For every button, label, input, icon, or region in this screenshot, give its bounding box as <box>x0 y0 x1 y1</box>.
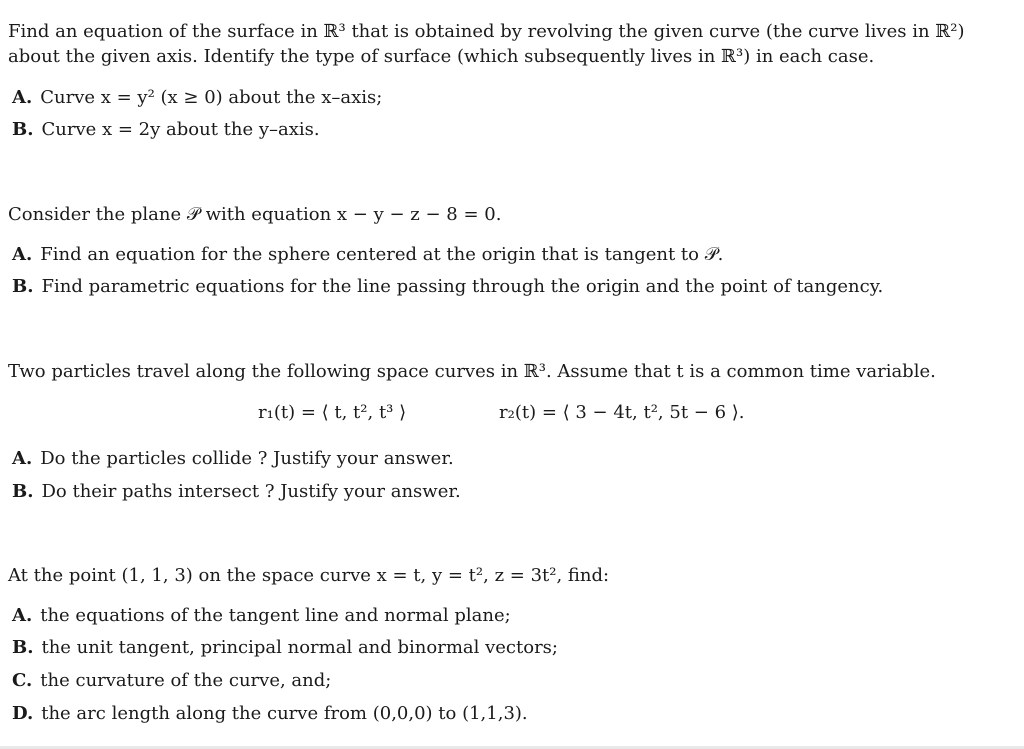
item-label: C. <box>12 670 33 691</box>
problem-3 <box>8 359 1014 384</box>
item-label: B. <box>12 637 34 658</box>
item-text: Curve x = y² (x ≥ 0) about the x–axis; <box>40 87 383 108</box>
problem-4-item-d <box>12 703 528 725</box>
item-text: Find parametric equations for the line passing through the origin and the point of tangency. <box>41 276 884 297</box>
formula-r1: r₁(t) = ⟨ t, t², t³ ⟩ <box>258 402 407 423</box>
item-text: the curvature of the curve, and; <box>40 670 332 691</box>
item-label: B. <box>12 276 34 297</box>
problem-2-intro: Consider the plane 𝒫 with equation x − y − z − 8 = 0. <box>8 204 502 225</box>
item-label: A. <box>12 244 33 265</box>
problem-4-item-a <box>12 605 511 627</box>
problem-3-item-b <box>12 481 461 503</box>
item-text: Find an equation for the sphere centered at the origin that is tangent to 𝒫. <box>40 244 724 265</box>
problem-4-item-b <box>12 637 558 659</box>
item-label: A. <box>12 448 33 469</box>
item-label: B. <box>12 119 34 140</box>
item-text: Curve x = 2y about the y–axis. <box>41 119 320 140</box>
problem-1-item-b <box>12 119 320 141</box>
item-label: A. <box>12 87 33 108</box>
item-text: Do the particles collide ? Justify your answer. <box>40 448 454 469</box>
problem-1 <box>8 19 1014 69</box>
problem-1-item-a <box>12 87 382 109</box>
item-label: B. <box>12 481 34 502</box>
problem-1-intro: Find an equation of the surface in ℝ³ that is obtained by revolving the given curve (the curve lives in ℝ²) about the given axis. Identify the type of surface (which subsequently lives in ℝ³) in each case. <box>8 21 965 67</box>
item-text: Do their paths intersect ? Justify your answer. <box>41 481 461 502</box>
item-text: the arc length along the curve from (0,0,0) to (1,1,3). <box>41 703 528 724</box>
problem-2-item-b <box>12 276 883 298</box>
formula-r2: r₂(t) = ⟨ 3 − 4t, t², 5t − 6 ⟩. <box>499 402 745 423</box>
problem-4-intro: At the point (1, 1, 3) on the space curve x = t, y = t², z = 3t², find: <box>8 565 610 586</box>
item-label: D. <box>12 703 34 724</box>
item-text: the unit tangent, principal normal and binormal vectors; <box>41 637 558 658</box>
item-text: the equations of the tangent line and normal plane; <box>40 605 511 626</box>
problem-3-intro: Two particles travel along the following space curves in ℝ³. Assume that t is a common time variable. <box>8 361 936 382</box>
problem-4 <box>8 563 1014 588</box>
problem-3-item-a <box>12 448 454 470</box>
problem-2-item-a <box>12 244 723 266</box>
item-label: A. <box>12 605 33 626</box>
problem-2 <box>8 202 1014 227</box>
problem-4-item-c <box>12 670 331 692</box>
